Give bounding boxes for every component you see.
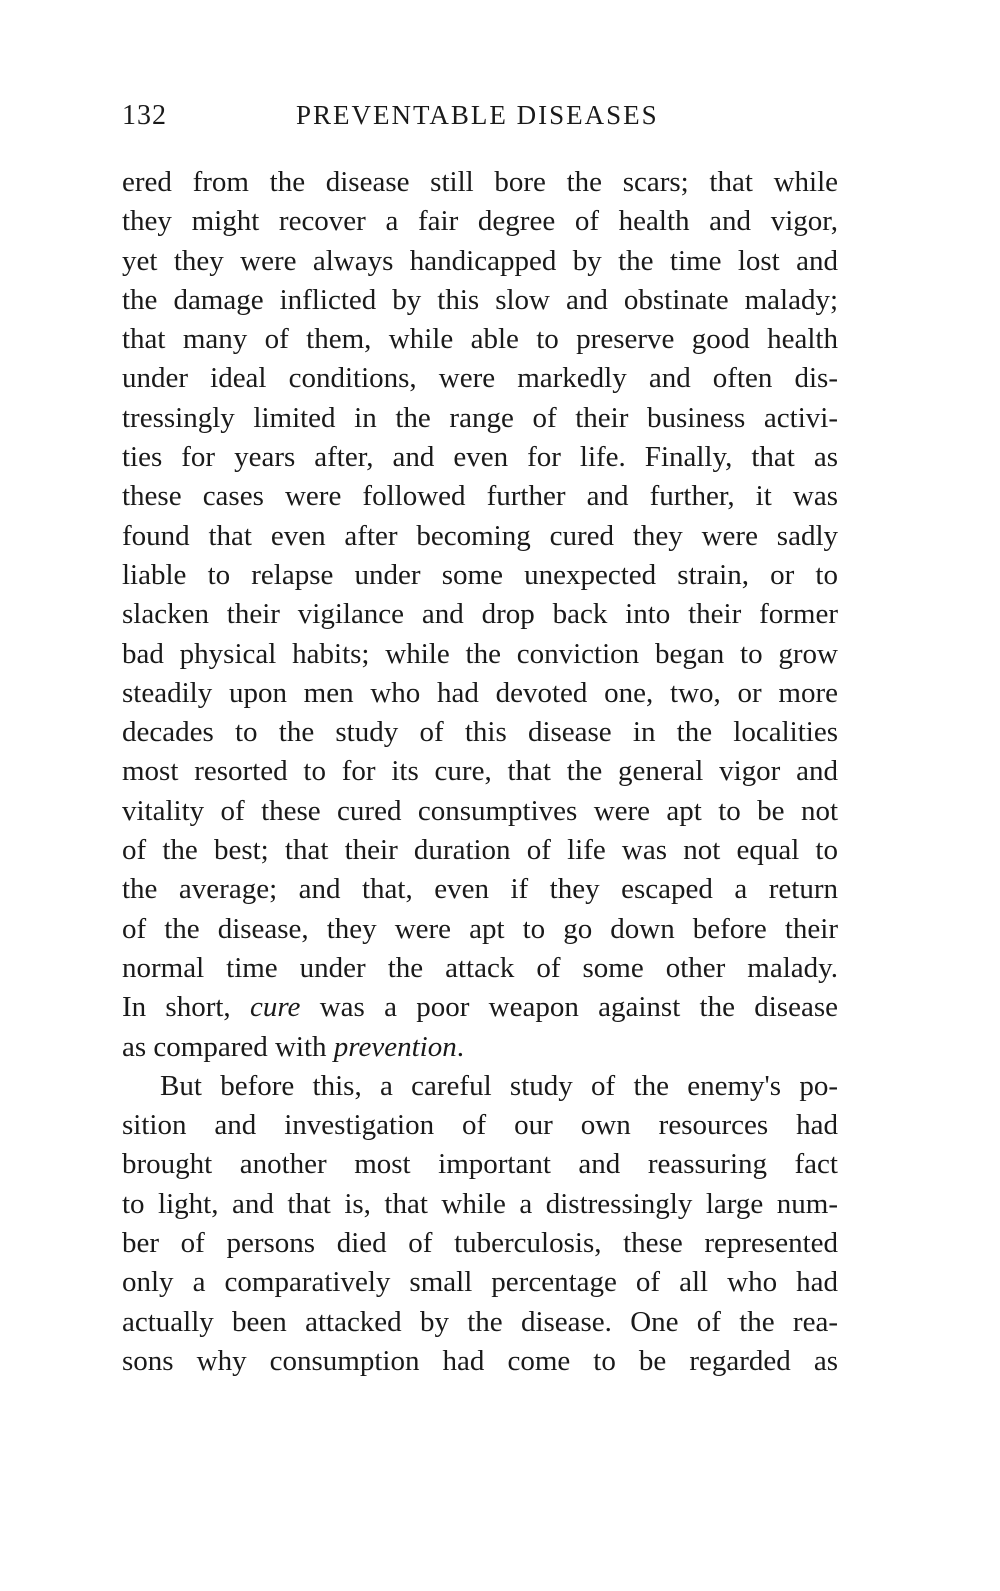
text-line: ber of persons died of tuberculosis, these represented <box>122 1227 838 1260</box>
text-line-with-emphasis <box>122 988 838 1027</box>
text-line: under ideal conditions, were markedly and often dis- <box>122 362 838 395</box>
text-line: slacken their vigilance and drop back into their former <box>122 598 838 631</box>
text-line: the damage inflicted by this slow and obstinate malady; <box>122 283 838 316</box>
text-line: vitality of these cured consumptives were apt to be not <box>122 794 838 827</box>
text-line: the average; and that, even if they escaped a return <box>122 873 838 906</box>
running-head <box>122 100 838 140</box>
text-line: sons why consumption had come to be regarded as <box>122 1344 838 1377</box>
text-line: yet they were always handicapped by the time lost and <box>122 244 838 277</box>
text-segment: was a poor weapon against the disease <box>300 991 838 1024</box>
text-line: sition and investigation of our own resources had <box>122 1109 838 1142</box>
page-number: 132 <box>122 100 167 131</box>
text-line: normal time under the attack of some other malady. <box>122 951 838 984</box>
emphasis-cure: cure <box>249 991 301 1024</box>
text-line: bad physical habits; while the conviction began to grow <box>122 637 838 670</box>
text-line: brought another most important and reassuring fact <box>122 1148 838 1181</box>
text-line: ered from the disease still bore the scars; that while <box>122 166 838 198</box>
text-segment: . <box>456 1030 464 1063</box>
text-line: most resorted to for its cure, that the general vigor and <box>122 755 838 788</box>
paragraph-end-line <box>122 1028 838 1067</box>
text-line: of the best; that their duration of life was not equal to <box>122 834 838 867</box>
text-line: decades to the study of this disease in the localities <box>122 716 838 749</box>
text-line: found that even after becoming cured they were sadly <box>122 519 838 552</box>
text-line: these cases were followed further and further, it was <box>122 480 838 513</box>
text-line: that many of them, while able to preserve good health <box>122 323 838 356</box>
body-text <box>122 163 838 1381</box>
paragraph-start-line: But before this, a careful study of the enemy's po- <box>160 1069 838 1102</box>
emphasis-prevention: prevention <box>333 1030 457 1063</box>
running-title: PREVENTABLE DISEASES <box>296 100 659 130</box>
text-line: tressingly limited in the range of their business activi- <box>122 401 838 434</box>
text-line: they might recover a fair degree of health and vigor, <box>122 205 838 238</box>
text-line: steadily upon men who had devoted one, two, or more <box>122 676 838 709</box>
text-segment: In short, <box>122 991 250 1024</box>
text-line: only a comparatively small percentage of all who had <box>122 1266 838 1299</box>
text-line: ties for years after, and even for life. Finally, that as <box>122 441 838 474</box>
text-segment: as compared with <box>122 1030 334 1063</box>
text-line: to light, and that is, that while a distressingly large num- <box>122 1187 838 1220</box>
text-line: actually been attacked by the disease. One of the rea- <box>122 1305 838 1338</box>
text-line: of the disease, they were apt to go down before their <box>122 912 838 945</box>
text-line: liable to relapse under some unexpected strain, or to <box>122 558 838 591</box>
